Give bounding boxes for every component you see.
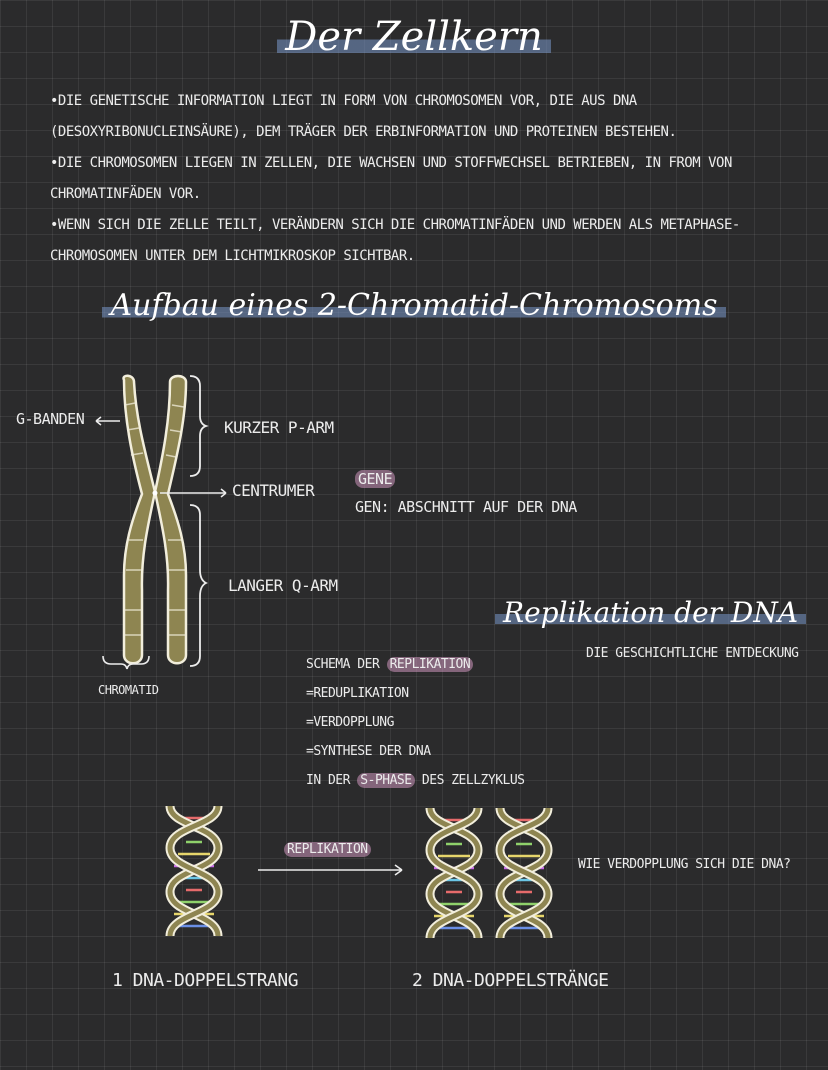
replication-arrow-label: REPLIKATION (284, 842, 371, 857)
schema-eq-2: =VERDOPPLUNG (306, 715, 394, 730)
replication-title: Replikation der DNA (495, 596, 806, 629)
replication-arrow (258, 865, 402, 875)
bullet-2-line-1: •DIE CHROMOSOMEN LIEGEN IN ZELLEN, DIE WACHSEN UND STOFFWECHSEL BETRIEBEN, IN FROM VON (50, 155, 732, 171)
centromere-dot (153, 491, 158, 496)
page-title: Der Zellkern (0, 14, 828, 60)
label-chromatid: CHROMATID (98, 683, 159, 697)
chromatid-right (155, 376, 186, 663)
gene-definition: GEN: ABSCHNITT AUF DER DNA (355, 498, 577, 516)
label-one-dna-strand: 1 DNA-DOPPELSTRANG (112, 970, 299, 991)
dna-helix-copy-2 (500, 808, 548, 938)
intro-text (50, 86, 740, 272)
gene-title: GENE (355, 470, 395, 488)
label-langer-arm: LANGER Q-ARM (228, 576, 338, 595)
label-kurzer-arm: KURZER P-ARM (224, 418, 334, 437)
schema-phase-line: IN DER S-PHASE DES ZELLZYKLUS (306, 773, 525, 788)
schema-eq-1: =REDUPLIKATION (306, 686, 409, 701)
replication-subtitle: DIE GESCHICHTLICHE ENTDECKUNG (586, 646, 799, 661)
schema-line: SCHEMA DER REPLIKATION (306, 650, 525, 679)
dna-diagram (0, 790, 828, 960)
bullet-1-line-2: (DESOXYRIBONUCLEINSÄURE), DEM TRÄGER DER ERBINFORMATION UND PROTEINEN BESTEHEN. (50, 124, 677, 140)
chromatid-left (124, 376, 155, 664)
section-subtitle: Aufbau eines 2-Chromatid-Chromosoms (0, 288, 828, 323)
bullet-1-line-1: •DIE GENETISCHE INFORMATION LIEGT IN FORM VON CHROMOSOMEN VOR, DIE AUS DNA (50, 93, 637, 109)
bullet-2-line-2: CHROMATINFÄDEN VOR. (50, 186, 201, 202)
label-centrumer: CENTRUMER (232, 481, 315, 500)
dna-question: WIE VERDOPPLUNG SICH DIE DNA? (578, 857, 791, 872)
bullet-3-line-1: •WENN SICH DIE ZELLE TEILT, VERÄNDERN SICH DIE CHROMATINFÄDEN UND WERDEN ALS METAPHASE- (50, 217, 740, 233)
bullet-3-line-2: CHROMOSOMEN UNTER DEM LICHTMIKROSKOP SICHTBAR. (50, 248, 415, 264)
dna-helix-copy-1 (430, 808, 478, 938)
label-two-dna-strands: 2 DNA-DOPPELSTRÄNGE (412, 970, 609, 991)
schema-block (306, 650, 525, 795)
schema-eq-3: =SYNTHESE DER DNA (306, 744, 431, 759)
label-g-banden: G-BANDEN (16, 410, 85, 428)
dna-helix-original (170, 806, 218, 936)
